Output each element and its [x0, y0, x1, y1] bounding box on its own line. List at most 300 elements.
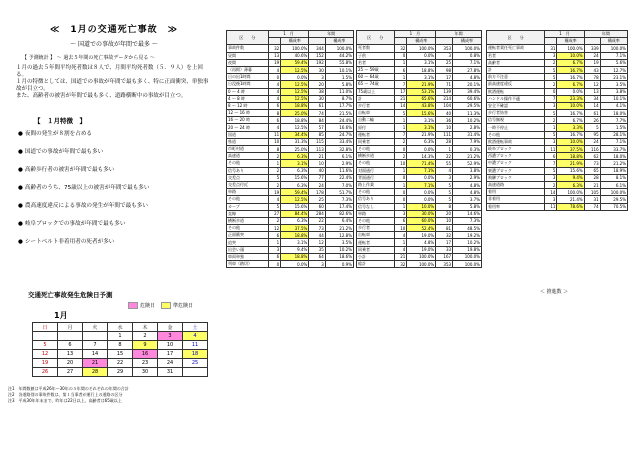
- row-label: 着用率: [487, 203, 545, 210]
- cell-value: 22: [309, 217, 325, 224]
- cell-value: 8: [268, 146, 280, 153]
- cell-value: 2.9%: [453, 174, 482, 181]
- row-label: 75歳以上: [357, 88, 395, 95]
- row-label: 若者: [487, 52, 545, 59]
- calendar-day: 17: [158, 350, 183, 359]
- cell-value: 51.7%: [325, 189, 353, 196]
- cell-value: 17.4%: [325, 203, 353, 210]
- calendar-day: 9: [133, 341, 158, 350]
- cell-value: 1.5%: [325, 74, 353, 81]
- table-row: [227, 239, 354, 246]
- cell-value: 2: [268, 167, 280, 174]
- cell-value: 12.5%: [281, 88, 309, 95]
- row-label: 0 ～ 4 時: [227, 88, 269, 95]
- table-row: [487, 81, 628, 88]
- cell-value: 33.4%: [325, 138, 353, 145]
- table-row: [227, 81, 354, 88]
- cell-value: 3: [545, 174, 557, 181]
- cell-value: 24: [309, 181, 325, 188]
- table-row: [487, 110, 628, 117]
- row-label: 飲酒運転事故: [487, 138, 545, 145]
- cell-value: 10: [268, 138, 280, 145]
- table-row: [227, 45, 354, 52]
- cell-value: 7.3%: [453, 217, 482, 224]
- row-label: 安全不確認: [487, 102, 545, 109]
- table-row: [487, 124, 628, 131]
- table-row: [227, 124, 354, 131]
- cell-value: 8.7%: [325, 95, 353, 102]
- calendar-day: [58, 332, 83, 341]
- cell-value: 6: [545, 153, 557, 160]
- cell-value: 0: [268, 74, 280, 81]
- feature-item: ● 農高速度違反による事故の発生が年間で最も多い: [18, 203, 220, 210]
- footnotes: [8, 386, 220, 404]
- column-header-count: [584, 38, 600, 45]
- cell-value: 30: [309, 95, 325, 102]
- cell-value: 2: [545, 59, 557, 66]
- cell-value: 78: [584, 74, 600, 81]
- cell-value: 214: [436, 95, 453, 102]
- table-row: [357, 261, 482, 268]
- weekday-header: 日: [33, 323, 58, 332]
- table-row: [227, 261, 354, 268]
- row-label: 25 ～ 59歳: [357, 66, 395, 73]
- cell-value: 4: [436, 167, 453, 174]
- cell-value: 19.2%: [453, 232, 482, 239]
- features-list: [18, 131, 220, 246]
- cell-value: 100.0%: [407, 45, 436, 52]
- cell-value: 61: [584, 110, 600, 117]
- cell-value: 353: [436, 261, 453, 268]
- cell-value: 339: [584, 45, 600, 52]
- cell-value: 17: [394, 88, 407, 95]
- cell-value: 18.6%: [325, 253, 353, 260]
- table-row: [357, 196, 482, 203]
- row-label: 交差点付近: [227, 181, 269, 188]
- table-row: [487, 203, 628, 210]
- cell-value: 32: [394, 261, 407, 268]
- calendar-day: 22: [108, 359, 133, 368]
- cell-value: 4: [268, 81, 280, 88]
- cell-value: 5.8%: [325, 81, 353, 88]
- cell-value: 74: [584, 203, 600, 210]
- cell-value: 17: [436, 74, 453, 81]
- calendar-legend: [128, 302, 193, 309]
- cell-value: 0.0%: [407, 146, 436, 153]
- cell-value: 113: [309, 146, 325, 153]
- table-row: [487, 189, 628, 196]
- cell-value: 31.4%: [453, 131, 482, 138]
- cell-value: 27.8%: [453, 66, 482, 73]
- cell-value: 12: [309, 239, 325, 246]
- cell-value: 5: [545, 110, 557, 117]
- row-label: その他: [227, 225, 269, 232]
- cell-value: 12.5%: [281, 95, 309, 102]
- cell-value: 18.0%: [600, 110, 627, 117]
- cell-value: 12.5%: [281, 81, 309, 88]
- cell-value: 100.0%: [281, 45, 309, 52]
- cell-value: 5: [545, 131, 557, 138]
- statistics-table-2: [356, 30, 482, 268]
- table-row: [227, 232, 354, 239]
- cell-value: 4: [268, 66, 280, 73]
- calendar-day: 31: [158, 368, 183, 377]
- cell-value: 4: [268, 88, 280, 95]
- cell-value: 71.4%: [407, 160, 436, 167]
- cell-value: 1: [268, 239, 280, 246]
- cell-value: 7.1%: [407, 167, 436, 174]
- cell-value: 1.5%: [600, 124, 627, 131]
- table-row: [227, 66, 354, 73]
- weekday-header: 火: [83, 323, 108, 332]
- cell-value: 3.5%: [325, 239, 353, 246]
- cell-value: 95: [584, 131, 600, 138]
- table-row: [357, 81, 482, 88]
- cell-value: 5: [584, 124, 600, 131]
- cell-value: 34: [584, 95, 600, 102]
- cell-value: 1: [394, 239, 407, 246]
- row-label: その他: [487, 131, 545, 138]
- row-label: 同乗者: [357, 246, 395, 253]
- cell-value: 18.8%: [281, 102, 309, 109]
- cell-value: 115: [309, 138, 325, 145]
- cell-value: 178: [309, 189, 325, 196]
- cell-value: 11: [545, 203, 557, 210]
- cell-value: 32: [394, 45, 407, 52]
- row-label: その他: [227, 196, 269, 203]
- row-label: 自転車: [357, 232, 395, 239]
- cell-value: 62: [584, 153, 600, 160]
- column-header-count: [545, 38, 557, 45]
- row-label: その他: [357, 189, 395, 196]
- cell-value: 16.7%: [557, 74, 584, 81]
- cell-value: 60.6%: [453, 95, 482, 102]
- cell-value: 6: [268, 253, 280, 260]
- cell-value: 11: [268, 131, 280, 138]
- table-row: [487, 181, 628, 188]
- row-label: 夜間: [227, 59, 269, 66]
- cell-value: 57: [309, 124, 325, 131]
- column-header-ratio: 構成率: [600, 38, 627, 45]
- cell-value: 61: [309, 102, 325, 109]
- cell-value: 3: [436, 174, 453, 181]
- cell-value: 3: [436, 52, 453, 59]
- cell-value: 17: [436, 239, 453, 246]
- cell-value: 100.0%: [407, 261, 436, 268]
- cell-value: 25.0%: [281, 146, 309, 153]
- table-row: [357, 232, 482, 239]
- calendar-day: 15: [108, 350, 133, 359]
- cell-value: 11: [545, 146, 557, 153]
- row-label: 死者数: [357, 45, 395, 52]
- cell-value: 14.6%: [453, 210, 482, 217]
- cell-value: 7.9%: [453, 138, 482, 145]
- cell-value: 18.0%: [600, 153, 627, 160]
- table-row: [487, 117, 628, 124]
- summary-line: １月の特徴としては、国道での事故が年間で最も多く、特に正面衝突、単独事故が目立つ。: [16, 79, 209, 92]
- cell-value: 353: [436, 45, 453, 52]
- table-row: [357, 52, 482, 59]
- cell-value: 3.5%: [600, 81, 627, 88]
- cell-value: 5: [436, 181, 453, 188]
- column-header-year: 年間: [584, 31, 627, 38]
- cell-value: 6.3%: [281, 167, 309, 174]
- cell-value: 6.3%: [281, 217, 309, 224]
- table-row: [227, 138, 354, 145]
- row-label: その他: [227, 160, 269, 167]
- column-header-category: 区 分: [487, 31, 545, 45]
- row-label: 16 ～ 20 時: [227, 117, 269, 124]
- cell-value: 0.0%: [407, 196, 436, 203]
- cell-value: 14: [394, 102, 407, 109]
- cell-value: 73: [309, 225, 325, 232]
- cell-value: 3.7%: [453, 196, 482, 203]
- cell-value: 6: [394, 217, 407, 224]
- row-label: 車両単独: [227, 253, 269, 260]
- cell-value: 7: [545, 95, 557, 102]
- cell-value: 21.2%: [325, 225, 353, 232]
- cell-value: 6: [394, 66, 407, 73]
- cell-value: 6.1%: [325, 153, 353, 160]
- cell-value: 12.5%: [281, 124, 309, 131]
- column-header-count: [394, 38, 407, 45]
- cell-value: 284: [309, 210, 325, 217]
- cell-value: 21: [394, 95, 407, 102]
- summary-line: また、高齢者の被害が年間で最も多く、道路横断中の事故が目立つ。: [16, 93, 187, 99]
- row-label: 西濃ブロック: [487, 153, 545, 160]
- cell-value: 19.0%: [407, 246, 436, 253]
- cell-value: 100.0%: [600, 189, 627, 196]
- table-row: [357, 174, 482, 181]
- cell-value: 10.0%: [557, 52, 584, 59]
- cell-value: 16.6%: [325, 124, 353, 131]
- calendar-day: 25: [183, 359, 208, 368]
- cell-value: 6.7%: [557, 117, 584, 124]
- cell-value: 39.4%: [453, 88, 482, 95]
- cell-value: 7.1%: [600, 138, 627, 145]
- yellow-swatch-icon: [161, 302, 171, 309]
- table-row: [227, 167, 354, 174]
- row-label: 単路: [357, 210, 395, 217]
- cell-value: 15.6%: [557, 167, 584, 174]
- cell-value: 14: [584, 102, 600, 109]
- column-header-year: 年間: [436, 31, 482, 38]
- cell-value: 10.2%: [453, 239, 482, 246]
- cell-value: 22.4%: [325, 174, 353, 181]
- table-row: [227, 225, 354, 232]
- row-label: 着用: [487, 189, 545, 196]
- cell-value: 27: [268, 210, 280, 217]
- cell-value: 30.0%: [407, 210, 436, 217]
- cell-value: 53.1%: [407, 88, 436, 95]
- cell-value: 0: [268, 261, 280, 268]
- table-row: [227, 174, 354, 181]
- table-row: [357, 167, 482, 174]
- table-row: [357, 217, 482, 224]
- row-label: 信号なし: [357, 203, 395, 210]
- cell-value: 12.5%: [281, 196, 309, 203]
- statistics-table-1: [226, 30, 354, 268]
- cell-value: 6.3%: [281, 153, 309, 160]
- row-label: 歩行者: [357, 102, 395, 109]
- table-row: [357, 160, 482, 167]
- table-row: [357, 117, 482, 124]
- cell-value: 7.1%: [407, 181, 436, 188]
- row-label: 高速道: [227, 153, 269, 160]
- cell-value: 70.5%: [600, 203, 627, 210]
- cell-value: 8: [436, 203, 453, 210]
- cell-value: 21.2%: [453, 153, 482, 160]
- row-label: 原付: [357, 124, 395, 131]
- cell-value: 48.5%: [453, 225, 482, 232]
- cell-value: 15.6%: [407, 110, 436, 117]
- cell-value: 3.1%: [407, 74, 436, 81]
- row-label: 運転者: [357, 239, 395, 246]
- table-row: [227, 117, 354, 124]
- cell-value: 6.3%: [281, 181, 309, 188]
- cell-value: 12: [584, 81, 600, 88]
- table-row: [487, 196, 628, 203]
- cell-value: 2: [268, 217, 280, 224]
- row-label: 日の出1時間: [227, 74, 269, 81]
- cell-value: 0: [394, 174, 407, 181]
- cell-value: 2: [545, 181, 557, 188]
- cell-value: 33.7%: [600, 146, 627, 153]
- table-row: [227, 196, 354, 203]
- cell-value: 4: [268, 95, 280, 102]
- cell-value: 3.1%: [407, 124, 436, 131]
- table-row: [487, 52, 628, 59]
- calendar-day: 1: [108, 332, 133, 341]
- table-row: [357, 181, 482, 188]
- row-label: 若者: [357, 59, 395, 66]
- cell-value: 5: [268, 174, 280, 181]
- table-row: [227, 253, 354, 260]
- cell-value: 31: [584, 196, 600, 203]
- cell-value: 12: [268, 225, 280, 232]
- cell-value: 100.0%: [557, 189, 584, 196]
- calendar-month: 1月: [54, 311, 68, 320]
- cell-value: 192: [309, 59, 325, 66]
- table-row: [487, 95, 628, 102]
- row-label: 最高速度違反: [487, 81, 545, 88]
- cell-value: 0.0%: [407, 174, 436, 181]
- cell-value: 21.9%: [407, 81, 436, 88]
- row-label: ハンドル操作不適: [487, 95, 545, 102]
- cell-value: 21: [584, 181, 600, 188]
- row-label: 65 ～ 74歳: [357, 81, 395, 88]
- cell-value: 10.0%: [557, 102, 584, 109]
- cell-value: 25: [436, 59, 453, 66]
- cell-value: 12.8%: [325, 232, 353, 239]
- cell-value: 21.4%: [557, 196, 584, 203]
- cell-value: 1: [394, 74, 407, 81]
- table-row: [357, 246, 482, 253]
- cell-value: 3.8%: [453, 167, 482, 174]
- calendar-day: 21: [83, 359, 108, 368]
- calendar-day: 27: [58, 368, 83, 377]
- calendar-day: 28: [83, 368, 108, 377]
- cell-value: 5: [545, 74, 557, 81]
- cell-value: 37.5%: [557, 146, 584, 153]
- cell-value: 15.6%: [281, 203, 309, 210]
- cell-value: 10: [309, 160, 325, 167]
- row-label: 岐阜ブロック: [487, 146, 545, 153]
- cell-value: 2: [268, 181, 280, 188]
- cell-value: 34.4%: [281, 131, 309, 138]
- footnote: 注3 平成30年年末まで、昨年は22日以上、高齢者は65歳以上: [8, 398, 122, 403]
- cell-value: 5.6%: [600, 59, 627, 66]
- weekday-header: 木: [133, 323, 158, 332]
- cell-value: 26: [584, 117, 600, 124]
- cell-value: 0: [394, 189, 407, 196]
- cell-value: 0.0%: [407, 52, 436, 59]
- cell-value: 43.8%: [407, 102, 436, 109]
- table-row: [487, 102, 628, 109]
- row-label: カーブ: [227, 203, 269, 210]
- cell-value: 13: [584, 88, 600, 95]
- row-label: 列車（踏切）: [227, 261, 269, 268]
- row-label: 同乗者: [357, 138, 395, 145]
- cell-value: 10: [394, 225, 407, 232]
- cell-value: 3: [394, 210, 407, 217]
- table-row: [227, 246, 354, 253]
- cell-value: 32: [268, 45, 280, 52]
- cell-value: 7: [394, 131, 407, 138]
- calendar-day: 23: [133, 359, 158, 368]
- cell-value: 3: [309, 74, 325, 81]
- row-label: 高速道路: [487, 181, 545, 188]
- table-row: [357, 131, 482, 138]
- cell-value: 82.6%: [325, 210, 353, 217]
- cell-value: 0: [545, 88, 557, 95]
- calendar-day: 2: [133, 332, 158, 341]
- cell-value: 78.6%: [557, 203, 584, 210]
- cell-value: 139: [436, 88, 453, 95]
- cell-value: 52.4%: [407, 225, 436, 232]
- row-label: 正面衝突: [227, 232, 269, 239]
- row-label: 昼間: [227, 52, 269, 59]
- page-subtitle: ～ 国道での事故が年間で最多 ～: [70, 41, 158, 48]
- calendar-day: 12: [33, 350, 58, 359]
- cell-value: 84.4%: [281, 210, 309, 217]
- table-row: [357, 45, 482, 52]
- cell-value: 71: [436, 81, 453, 88]
- cell-value: 85: [309, 131, 325, 138]
- feature-item: ● シートベルト非着用者の死者が多い: [18, 239, 220, 246]
- row-label: 8 ～ 12 時: [227, 102, 269, 109]
- row-label: 信号あり: [357, 196, 395, 203]
- cell-value: 1: [545, 124, 557, 131]
- cell-value: 3: [545, 138, 557, 145]
- cell-value: 10.0%: [557, 138, 584, 145]
- table-row: [487, 138, 628, 145]
- cell-value: 1: [394, 167, 407, 174]
- cell-value: 3: [545, 52, 557, 59]
- cell-value: 5: [268, 203, 280, 210]
- row-label: 飛騨ブロック: [487, 174, 545, 181]
- table-row: [227, 189, 354, 196]
- cell-value: 0.0%: [557, 88, 584, 95]
- column-header-ratio: 構成率: [407, 38, 436, 45]
- row-label: 運転者責任死亡事故: [487, 45, 545, 52]
- cell-value: 14.3%: [407, 153, 436, 160]
- table-row: [357, 124, 482, 131]
- table-row: [487, 160, 628, 167]
- summary-line: １月の過去５年間平均死者数は８人で、月間平均死者数（５．９人）を上回る。: [16, 65, 203, 78]
- cell-value: 4: [394, 246, 407, 253]
- table-row: [357, 146, 482, 153]
